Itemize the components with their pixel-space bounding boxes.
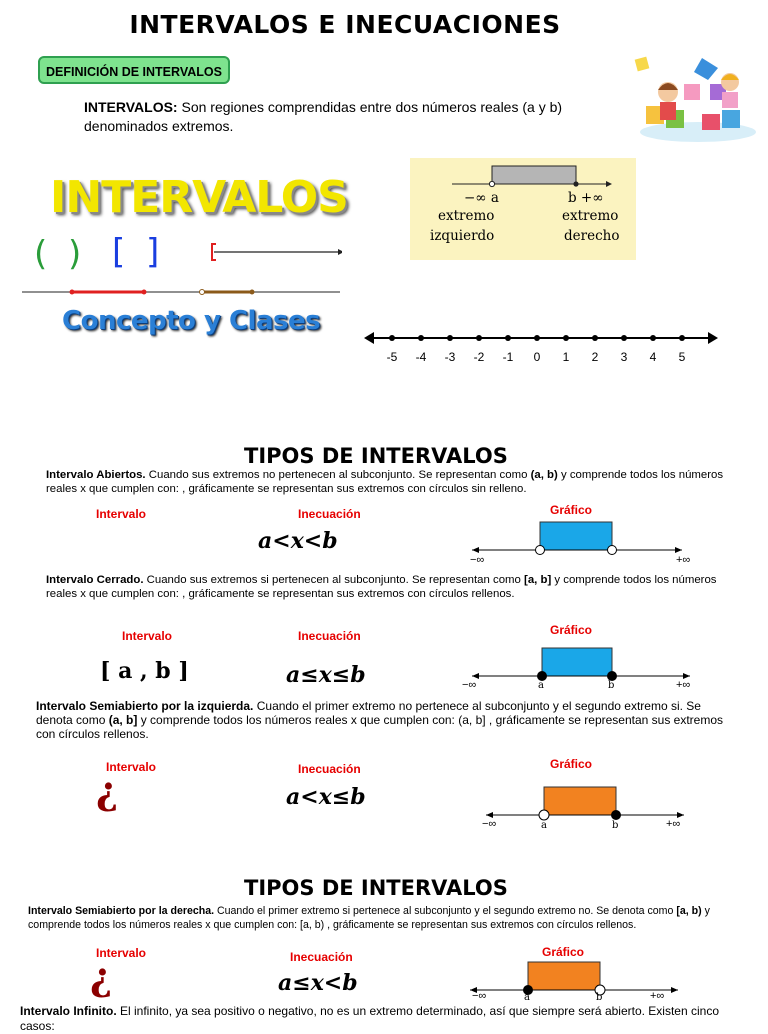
label-inecuacion-1: Inecuación — [298, 507, 361, 521]
number-line-tick — [592, 335, 598, 341]
open-plus-inf: +∞ — [676, 554, 691, 566]
open-paren-left: ( — [34, 234, 48, 274]
number-line-label: 4 — [649, 350, 657, 364]
label-intervalo-4: Intervalo — [96, 946, 147, 960]
closed-interval-notation-big: [ a , b ] — [100, 658, 189, 684]
right-open-minus-inf: −∞ — [472, 990, 487, 1002]
kids-with-blocks-illustration — [632, 44, 758, 144]
left-open-text-a: Cuando el primer extremo no pertenece al subconjunto y el segundo extremo si. Se denota como — [36, 699, 701, 727]
number-line-axis — [362, 324, 720, 348]
question-mark-icon-2: ¿ — [90, 954, 113, 999]
left-open-a-label: a — [541, 820, 547, 831]
right-extreme-label-2: derecho — [564, 228, 620, 244]
open-interval-name: Intervalo Abiertos. — [46, 469, 146, 481]
open-interval-text-b: y comprende todos los números reales x que cumplen con: , gráficamente se representan sus extremos con círculos sin relleno. — [46, 469, 724, 495]
left-open-interval-description — [36, 699, 736, 741]
question-mark-icon: ¿ — [96, 768, 119, 813]
label-grafico-3: Gráfico — [550, 757, 593, 771]
left-open-plus-inf: +∞ — [666, 818, 681, 830]
number-line-tick — [650, 335, 656, 341]
number-line-tick — [505, 335, 511, 341]
number-line-label: -2 — [473, 350, 485, 364]
left-extreme-symbol: −∞ a — [464, 190, 499, 206]
definition-paragraph — [84, 98, 584, 136]
label-inecuacion-4: Inecuación — [290, 950, 353, 964]
closed-inequality: a≤x≤b — [286, 662, 366, 688]
closed-plus-inf: +∞ — [676, 679, 691, 691]
label-inecuacion-2: Inecuación — [298, 629, 361, 643]
left-open-interval-graph — [484, 784, 696, 824]
closed-b-label: b — [608, 680, 615, 691]
page-title: INTERVALOS E INECUACIONES — [129, 10, 561, 39]
closed-interval-text-a: Cuando sus extremos si pertenecen al subconjunto. Se representan como — [143, 574, 525, 586]
number-line-label: 2 — [591, 350, 599, 364]
number-line-label: -1 — [502, 350, 514, 364]
right-extreme-symbol: b +∞ — [568, 190, 604, 206]
number-line-label: 1 — [562, 350, 570, 364]
left-open-text-b: y comprende todos los números reales x que cumplen con: (a, b] , gráficamente se representan sus extremos con círculos rellenos. — [36, 713, 724, 741]
open-interval-description — [46, 468, 742, 496]
closed-interval-text-b: y comprende todos los números reales x que cumplen con: , gráficamente se representan sus extremos con círculos rellenos. — [46, 574, 717, 600]
number-line-tick — [621, 335, 627, 341]
open-interval-notation: (a, b) — [530, 469, 558, 481]
right-open-text-b: y comprende todos los números reales x que cumplen con: [a, b) , gráficamente se representan sus extremos con círculos rellenos. — [28, 905, 710, 931]
infinite-interval-description — [20, 1004, 750, 1034]
number-line-tick — [534, 335, 540, 341]
infinite-interval-text: El infinito, ya sea positivo o negativo, no es un extremo determinado, así que siempre será abierto. Existen cinco casos: — [20, 1004, 719, 1033]
right-open-plus-inf: +∞ — [650, 990, 665, 1002]
banner-lines — [20, 240, 342, 306]
label-intervalo-1: Intervalo — [96, 507, 147, 521]
right-open-interval-description — [28, 904, 748, 932]
left-extreme-label-1: extremo — [438, 208, 495, 224]
left-open-b-label: b — [612, 820, 619, 831]
infinite-interval-name: Intervalo Infinito. — [20, 1004, 117, 1018]
extremes-diagram — [410, 158, 636, 260]
right-open-b-label: b — [596, 992, 603, 1003]
banner-subtitle: Concepto y Clases — [62, 306, 321, 336]
number-line-tick — [679, 335, 685, 341]
label-grafico-4: Gráfico — [542, 945, 585, 959]
label-inecuacion-3: Inecuación — [298, 762, 361, 776]
label-grafico-1: Gráfico — [550, 503, 593, 517]
number-line-tick — [447, 335, 453, 341]
open-interval-graph — [470, 518, 696, 566]
types-heading-2: TIPOS DE INTERVALOS — [244, 876, 508, 900]
left-open-interval-name: Intervalo Semiabierto por la izquierda. — [36, 699, 254, 713]
types-heading-1: TIPOS DE INTERVALOS — [244, 444, 508, 468]
number-line-label: 5 — [678, 350, 686, 364]
right-open-a-label: a — [524, 992, 530, 1003]
banner-title: INTERVALOS — [50, 172, 348, 223]
number-line-label: -3 — [444, 350, 456, 364]
open-interval-text-a: Cuando sus extremos no pertenecen al subconjunto. Se representan como — [145, 469, 531, 481]
open-minus-inf: −∞ — [470, 554, 485, 566]
left-extreme-label-2: izquierdo — [430, 228, 495, 244]
left-open-notation: (a, b] — [108, 713, 138, 727]
number-line-tick — [389, 335, 395, 341]
closed-interval-notation: [a, b] — [524, 574, 552, 586]
label-intervalo-3: Intervalo — [106, 760, 157, 774]
right-open-notation: [a, b) — [676, 905, 702, 917]
number-line — [362, 324, 720, 374]
closed-bracket-left: [ — [112, 232, 126, 272]
number-line-label: 0 — [533, 350, 541, 364]
label-intervalo-2: Intervalo — [122, 629, 173, 643]
right-open-text-a: Cuando el primer extremo si pertenece al subconjunto y el segundo extremo no. Se denota como — [214, 905, 677, 917]
right-open-interval-name: Intervalo Semiabierto por la derecha. — [28, 905, 215, 917]
closed-interval-name: Intervalo Cerrado. — [46, 574, 144, 586]
closed-a-label: a — [538, 680, 544, 691]
left-open-inequality: a<x≤b — [286, 784, 366, 810]
right-open-inequality: a≤x<b — [278, 970, 358, 996]
number-line-label: -4 — [415, 350, 427, 364]
right-extreme-label-1: extremo — [562, 208, 619, 224]
section-tag: DEFINICIÓN DE INTERVALOS — [38, 56, 230, 84]
label-grafico-2: Gráfico — [550, 623, 593, 637]
closed-interval-graph — [470, 644, 700, 684]
definition-term: INTERVALOS: — [84, 99, 178, 115]
closed-bracket-right: ] — [146, 232, 160, 272]
open-inequality: a<x<b — [258, 528, 338, 554]
number-line-tick — [418, 335, 424, 341]
left-open-minus-inf: −∞ — [482, 818, 497, 830]
definition-text: Son regiones comprendidas entre dos números reales (a y b) denominados extremos. — [84, 99, 563, 134]
number-line-label: -5 — [386, 350, 398, 364]
closed-interval-description — [46, 573, 742, 601]
closed-minus-inf: −∞ — [462, 679, 477, 691]
number-line-tick — [563, 335, 569, 341]
open-paren-right: ) — [68, 234, 82, 274]
number-line-label: 3 — [620, 350, 628, 364]
number-line-tick — [476, 335, 482, 341]
